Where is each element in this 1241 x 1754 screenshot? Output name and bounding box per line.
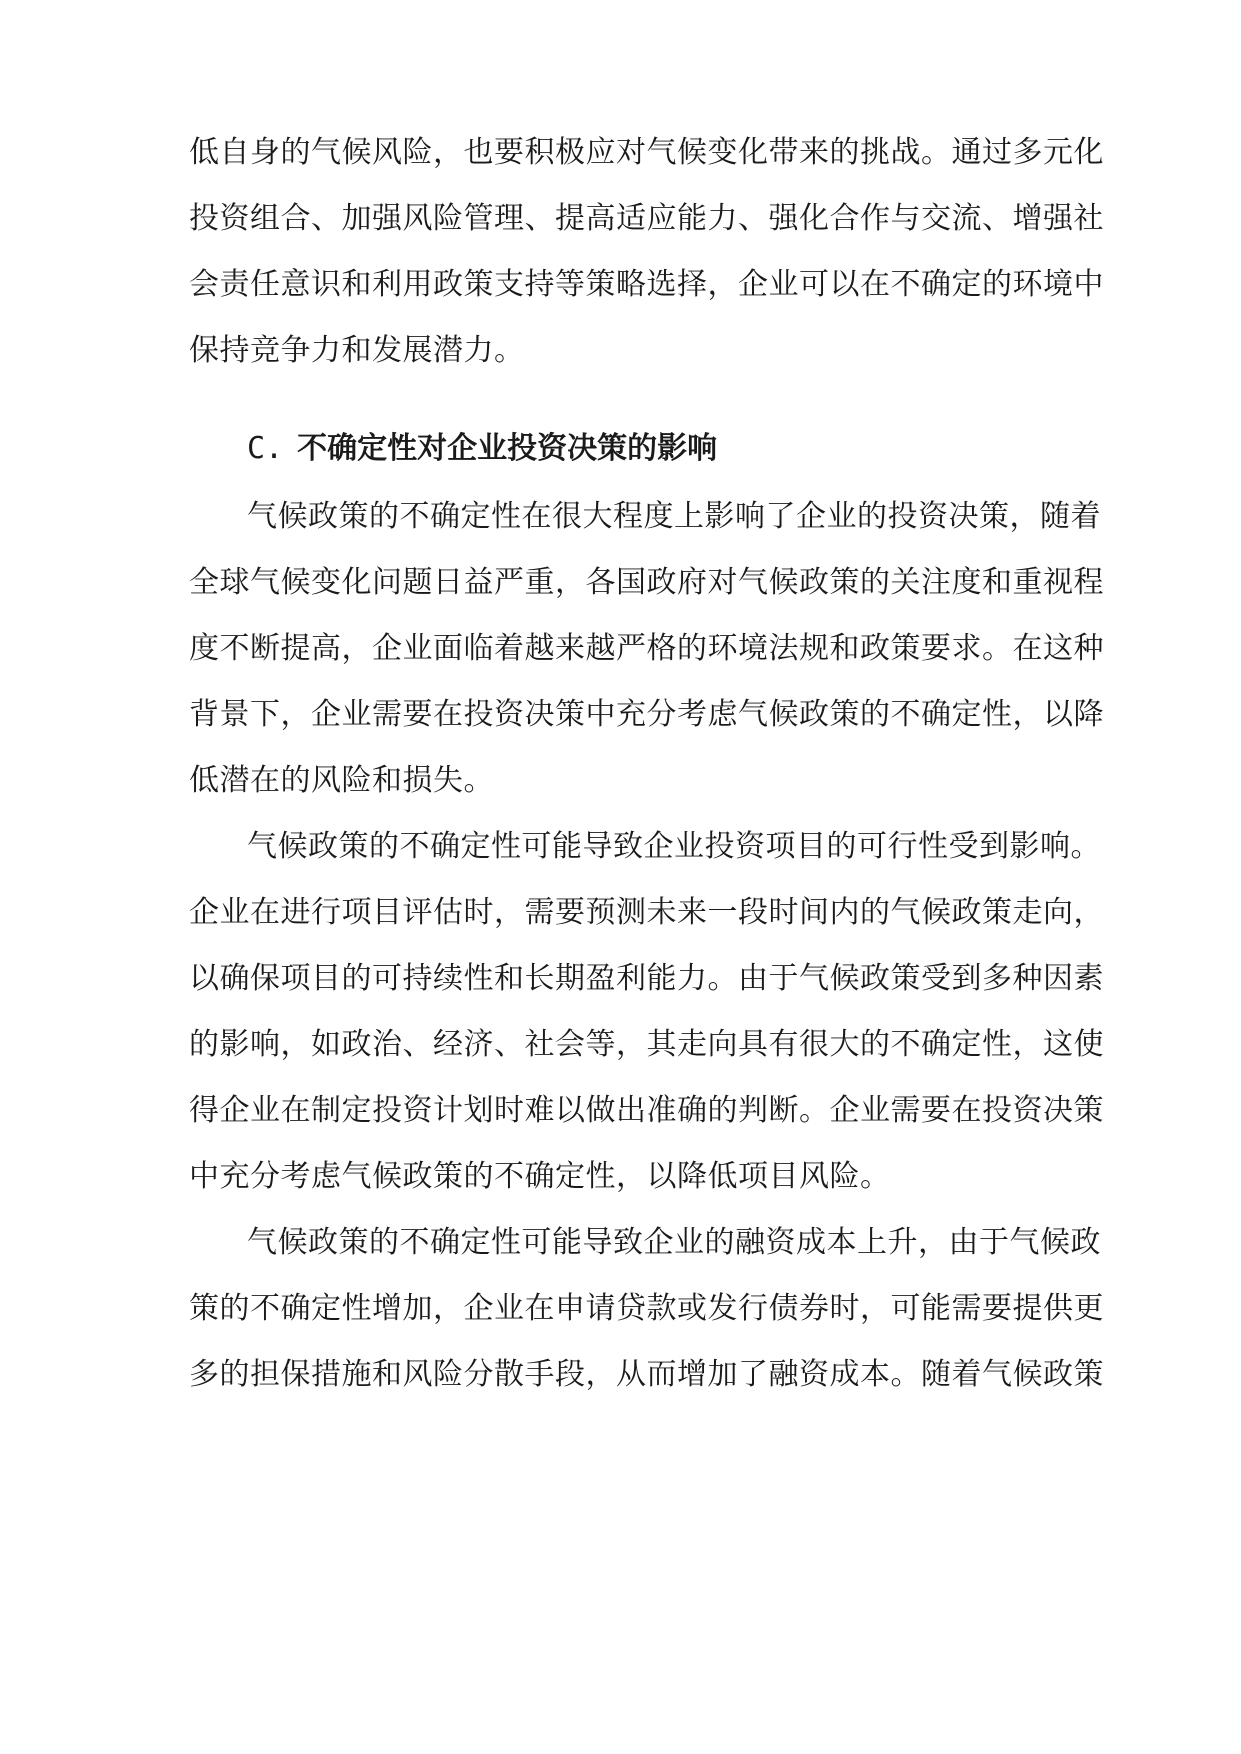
- paragraph-line: 以确保项目的可持续性和长期盈利能力。由于气候政策受到多种因素: [189, 961, 1104, 996]
- paragraph-line: 会责任意识和利用政策支持等策略选择，企业可以在不确定的环境中: [189, 267, 1104, 302]
- paragraph-line: 中充分考虑气候政策的不确定性，以降低项目风险。: [189, 1159, 891, 1194]
- paragraph-line: 全球气候变化问题日益严重，各国政府对气候政策的关注度和重视程: [189, 565, 1104, 600]
- section-label: C.: [247, 431, 284, 466]
- paragraph-line: 背景下，企业需要在投资决策中充分考虑气候政策的不确定性，以降: [189, 697, 1104, 732]
- paragraph-line: 气候政策的不确定性在很大程度上影响了企业的投资决策，随着: [247, 499, 1101, 534]
- paragraph-line: 企业在进行项目评估时，需要预测未来一段时间内的气候政策走向，: [189, 895, 1104, 930]
- paragraph-line: 低潜在的风险和损失。: [189, 763, 494, 798]
- section-heading: [247, 429, 717, 469]
- paragraph-line: 的影响，如政治、经济、社会等，其走向具有很大的不确定性，这使: [189, 1027, 1104, 1062]
- paragraph-line: 度不断提高，企业面临着越来越严格的环境法规和政策要求。在这种: [189, 631, 1104, 666]
- section-title: 不确定性对企业投资决策的影响: [297, 431, 718, 466]
- paragraph-line: 保持竞争力和发展潜力。: [189, 333, 525, 368]
- paragraph-line: 气候政策的不确定性可能导致企业的融资成本上升，由于气候政: [247, 1225, 1101, 1260]
- paragraph-line: 气候政策的不确定性可能导致企业投资项目的可行性受到影响。: [247, 829, 1101, 864]
- paragraph-line: 低自身的气候风险，也要积极应对气候变化带来的挑战。通过多元化: [189, 135, 1104, 170]
- paragraph-line: 得企业在制定投资计划时难以做出准确的判断。企业需要在投资决策: [189, 1093, 1104, 1128]
- paragraph-line: 投资组合、加强风险管理、提高适应能力、强化合作与交流、增强社: [189, 201, 1104, 236]
- paragraph-line: 多的担保措施和风险分散手段，从而增加了融资成本。随着气候政策: [189, 1357, 1104, 1392]
- paragraph-line: 策的不确定性增加，企业在申请贷款或发行债券时，可能需要提供更: [189, 1291, 1104, 1326]
